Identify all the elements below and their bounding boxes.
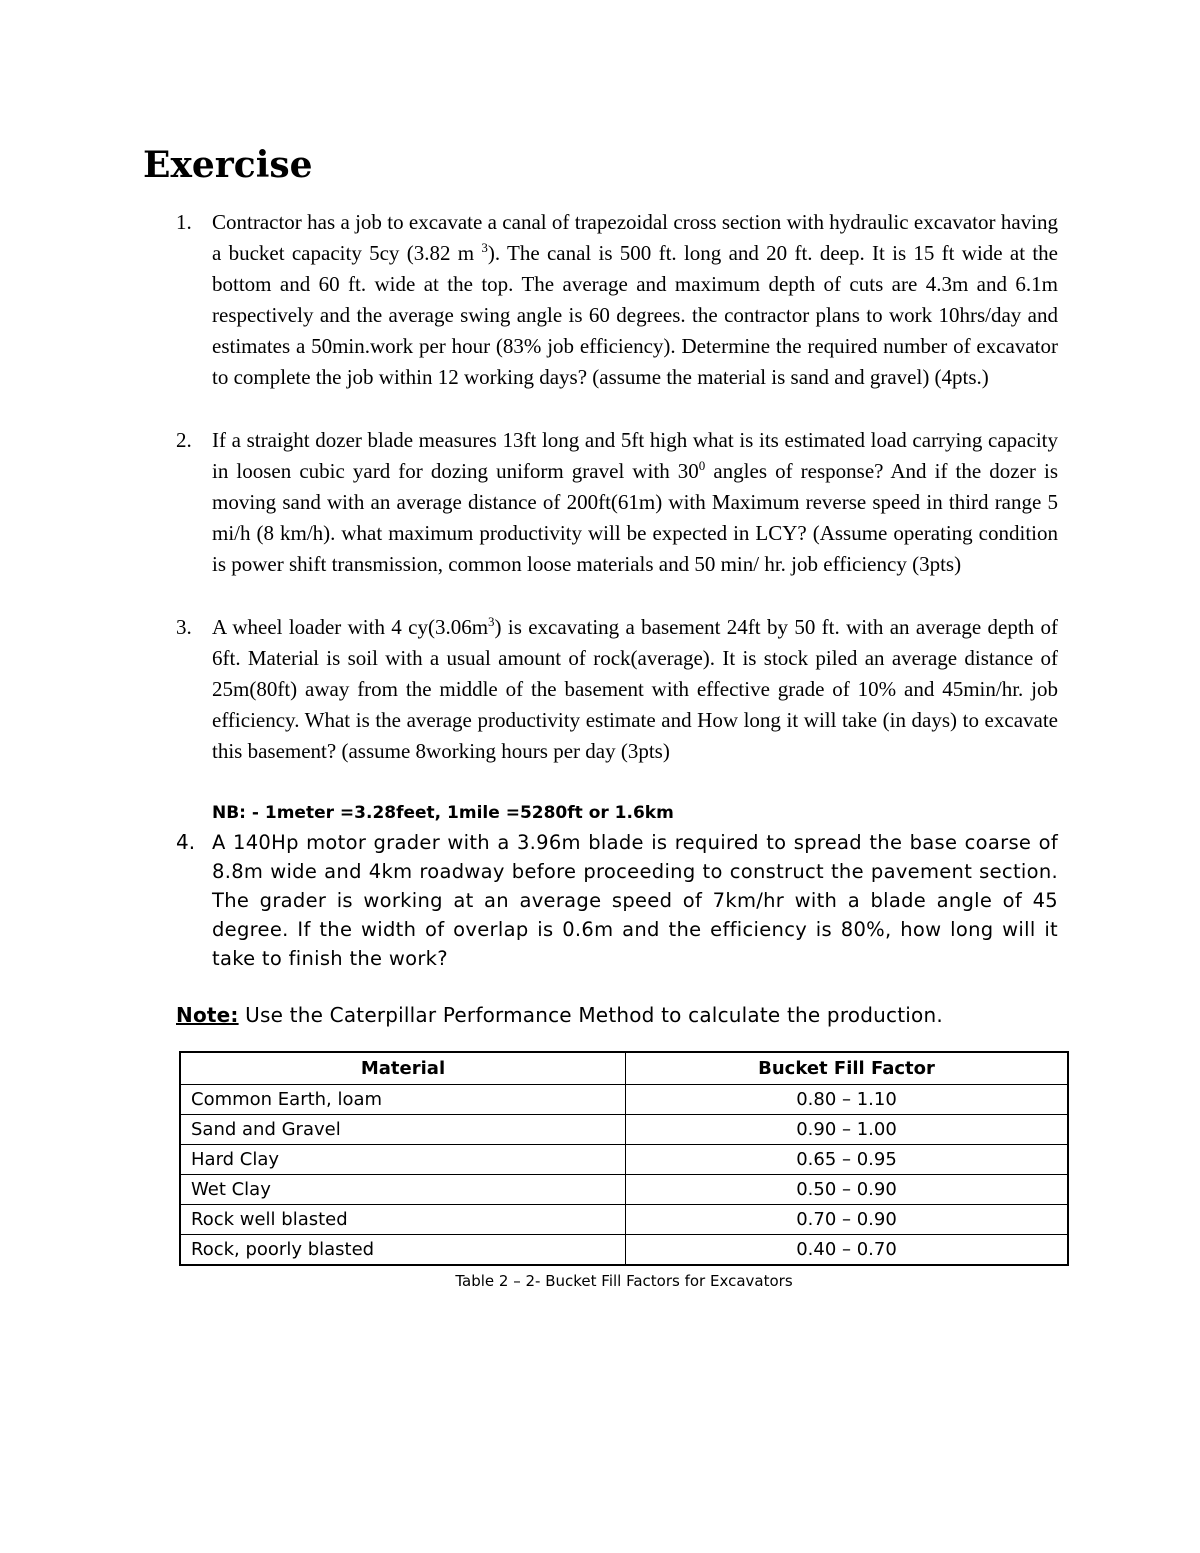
method-note [176,1000,943,1030]
table-row [180,1205,1068,1235]
table-row [180,1145,1068,1175]
page-title: Exercise [143,144,313,186]
note-label: Note: [176,1003,239,1027]
table-row [180,1085,1068,1115]
question-number: 4. [176,830,196,854]
fill-factor-cell: 0.50 – 0.90 [626,1175,1069,1205]
question-number: 3. [176,615,192,639]
question-2-text: If a straight dozer blade measures 13ft long and 5ft high what is its estimated load carrying capacity in loosen cubic yard for dozing uniform gravel with $30^0$ angles of response? And if the dozer is moving sand with an average distance of 200ft(61m) with Maximum reverse speed in third range 5 mi/h (8 km/h). what maximum productivity will be expected in LCY? (Assume operating condition is power shift transmission, common loose materials and 50 min/ hr. job efficiency (3pts) [212,428,1058,576]
question-4-text: A 140Hp motor grader with a 3.96m blade is required to spread the base coarse of 8.8m wide and 4km roadway before proceeding to construct the pavement section. The grader is working at an average speed of 7km/hr with a blade angle of 45 degree. If the width of overlap is 0.6m and the efficiency is 80%, how long will it take to finish the work? [212,831,1058,970]
table-row [180,1175,1068,1205]
unit-conversion-note: NB: - 1meter =3.28feet, 1mile =5280ft or 1.6km [212,803,674,823]
fill-factor-cell: 0.65 – 0.95 [626,1145,1069,1175]
table-header-row [180,1052,1068,1085]
note-text: Use the Caterpillar Performance Method to calculate the production. [238,1003,943,1027]
fill-factor-cell: 0.80 – 1.10 [626,1085,1069,1115]
table-row [180,1235,1068,1266]
question-number: 2. [176,428,192,452]
question-1-text: Contractor has a job to excavate a canal of trapezoidal cross section with hydraulic excavator having a bucket capacity 5cy (3.82 m $^3$). The canal is 500 ft. long and 20 ft. deep. It is 15 ft wide at the bottom and 60 ft. wide at the top. The average and maximum depth of cuts are 4.3m and 6.1m respectively and the average swing angle is 60 degrees. the contractor plans to work 10hrs/day and estimates a 50min.work per hour (83% job efficiency). Determine the required number of excavator to complete the job within 12 working days? (assume the material is sand and gravel) (4pts.) [212,210,1058,389]
material-cell: Wet Clay [180,1175,626,1205]
question-3-text: A wheel loader with 4 $cy(3.06m^3)$ is excavating a basement 24ft by 50 ft. with an average depth of 6ft. Material is soil with a usual amount of rock(average). It is stock piled an average distance of 25m(80ft) away from the middle of the basement with effective grade of 10% and 45min/hr. job efficiency. What is the average productivity estimate and How long it will take (in days) to excavate this basement? (assume 8working hours per day (3pts) [212,614,1058,763]
material-cell: Rock well blasted [180,1205,626,1235]
column-header: Bucket Fill Factor [626,1052,1069,1085]
material-cell: Hard Clay [180,1145,626,1175]
question-number: 1. [176,210,192,234]
material-cell: Common Earth, loam [180,1085,626,1115]
fill-factor-cell: 0.40 – 0.70 [626,1235,1069,1266]
table-caption: Table 2 – 2- Bucket Fill Factors for Excavators [455,1272,793,1290]
material-cell: Sand and Gravel [180,1115,626,1145]
fill-factor-cell: 0.70 – 0.90 [626,1205,1069,1235]
material-cell: Rock, poorly blasted [180,1235,626,1266]
table-row [180,1115,1068,1145]
bucket-fill-factor-table [179,1051,1069,1266]
fill-factor-cell: 0.90 – 1.00 [626,1115,1069,1145]
column-header: Material [180,1052,626,1085]
